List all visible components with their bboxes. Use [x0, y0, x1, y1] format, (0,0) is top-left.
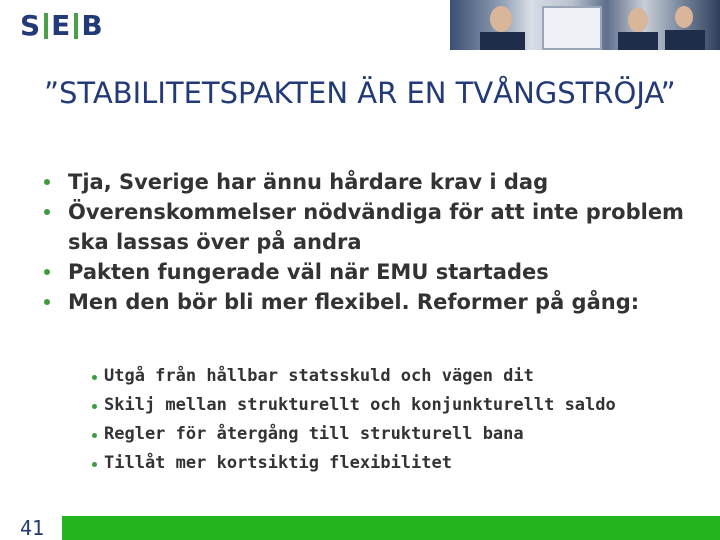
sub-bullet-item: Tillåt mer kortsiktig flexibilitet [92, 449, 702, 478]
bullet-dot-icon [44, 299, 50, 305]
slide-title: ”STABILITETSPAKTEN ÄR EN TVÅNGSTRÖJA” [44, 76, 676, 110]
bullet-dot-icon [44, 269, 50, 275]
bullet-item: Tja, Sverige har ännu hårdare krav i dag [44, 167, 684, 197]
bullet-item: Pakten fungerade väl när EMU startades [44, 257, 684, 287]
sub-bullet-item: Utgå från hållbar statsskuld och vägen dit [92, 362, 702, 391]
bullet-item: Överenskommelser nödvändiga för att inte problem ska lassas över på andra [44, 197, 684, 257]
seb-logo: S E B [20, 9, 104, 42]
header-photo-collage [450, 0, 720, 50]
sub-bullet-dot-icon [92, 404, 97, 409]
sub-bullet-dot-icon [92, 433, 97, 438]
bullet-dot-icon [44, 179, 50, 185]
page-number-box [0, 514, 62, 540]
bullet-item: Men den bör bli mer flexibel. Reformer på gång: [44, 287, 684, 317]
sub-bullet-item: Skilj mellan strukturellt och konjunkturellt saldo [92, 391, 702, 420]
bullet-dot-icon [44, 209, 50, 215]
sub-bullet-item: Regler för återgång till strukturell bana [92, 420, 702, 449]
sub-bullet-list [92, 362, 702, 478]
slide-header [0, 0, 720, 50]
sub-bullet-dot-icon [92, 375, 97, 380]
footer-bar [0, 516, 720, 540]
bullet-list [44, 167, 684, 317]
page-number: 41 [20, 516, 45, 540]
sub-bullet-dot-icon [92, 462, 97, 467]
